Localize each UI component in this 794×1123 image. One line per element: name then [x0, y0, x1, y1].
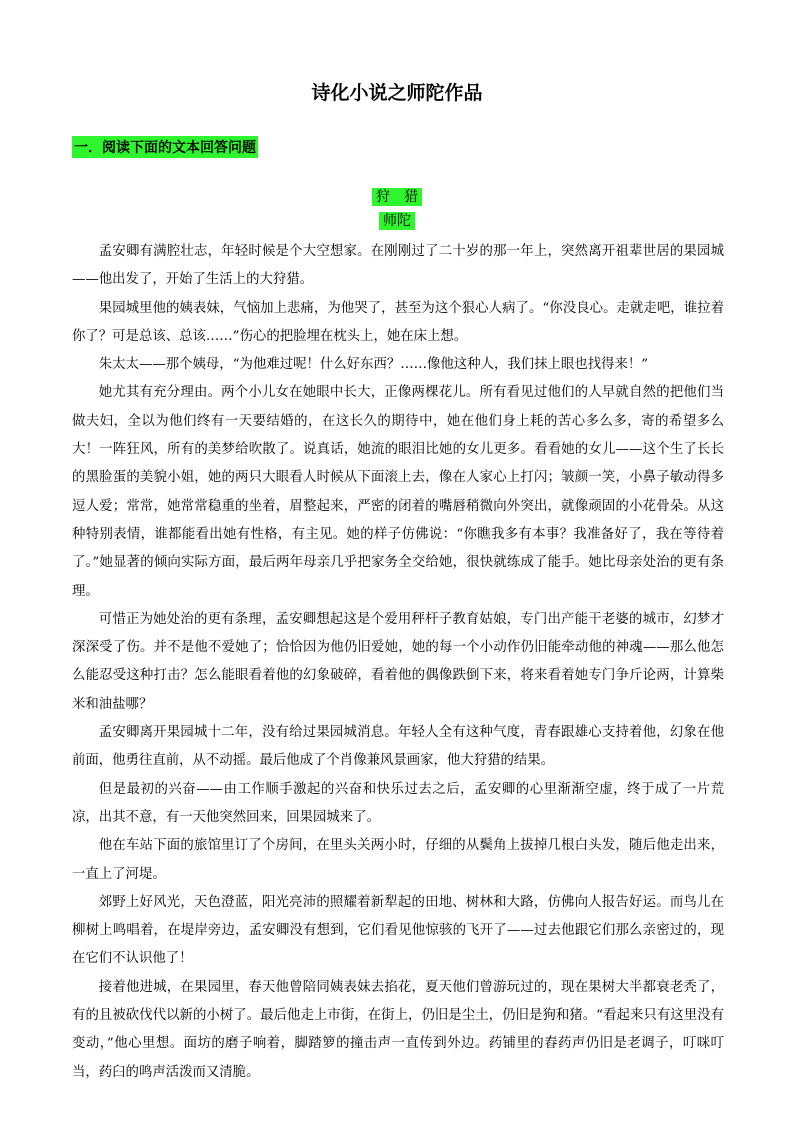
- paragraph-5: 可惜正为她处治的更有条理，孟安卿想起这是个爱用秤杆子教育姑娘，专门出产能干老婆的城市，幻梦才深深受了伤。并不是他不爱她了；恰恰因为他仍旧爱她，她的每一个小动作仍旧能牵动他的神魂——那么他怎么能忍受这种打击？怎么能眼看着他的幻象破碎，看着他的偶像跌倒下来，将来看着她专门争斤论两，计算柴米和油盐哪？: [72, 611, 724, 712]
- section-heading: 一．阅读下面的文本回答问题: [72, 136, 258, 158]
- page-title: 诗化小说之师陀作品: [311, 82, 483, 104]
- paragraph-4: 她尤其有充分理由。两个小儿女在她眼中长大，正像两棵花儿。所有看见过他们的人早就自然的把他们当做夫妇，全以为他们终有一天要结婚的，在这长久的期待中，她在他们身上耗的苦心多么多，寄的希望多么大！一阵狂风，所有的美梦给吹散了。说真话，她流的眼泪比她的女儿更多。看看她的女儿——这个生了长长的黑脸蛋的美貌小姐，她的两只大眼看人时候从下面滚上去，像在人家心上打闪；皱颜一笑，小鼻子敏动得多逗人爱；常常，她常常稳重的坐着，眉整起来，严密的闭着的嘴唇稍微向外突出，就像顽固的小花骨朵。从这种特别表情，谁都能看出她有性格，有主见。她的样子仿佛说：“你瞧我多有本事？我准备好了，我在等待着了。”她显著的倾向实际方面，最后两年母亲几乎把家务全交给她，很快就练成了能手。她比母亲处治的更有条理。: [72, 385, 724, 599]
- paragraph-7: 但是最初的兴奋——由工作顺手激起的兴奋和快乐过去之后，孟安卿的心里渐渐空虚，终于成了一片荒凉，出其不意，有一天他突然回来，回果园城来了。: [72, 781, 724, 825]
- paragraph-8: 他在车站下面的旅馆里订了个房间，在里头关两小时，仔细的从鬓角上拔掉几根白头发，随后他走出来，一直上了河堤。: [72, 838, 724, 882]
- paragraph-9: 郊野上好风光，天色澄蓝，阳光亮沛的照耀着新犁起的田地、树林和大路，仿佛向人报告好运。而鸟儿在柳树上鸣唱着，在堤岸旁边，孟安卿没有想到，它们看见他惊骇的飞开了——过去他跟它们那么亲密过的，现在它们不认识他了！: [72, 894, 724, 967]
- paragraph-1: 孟安卿有满腔壮志，年轻时候是个大空想家。在刚刚过了二十岁的那一年上，突然离开祖辈世居的果园城——他出发了，开始了生活上的大狩猎。: [72, 244, 724, 288]
- story-author-line: [0, 210, 794, 230]
- paragraph-2: 果园城里他的姨表妹，气恼加上悲痛，为他哭了，甚至为这个狠心人病了。“你没良心。走就走吧，谁拉着你了？可是总该、总该……”伤心的把脸埋在枕头上，她在床上想。: [72, 300, 724, 344]
- paragraph-3: 朱太太——那个姨母，“为他难过呢！什么好东西？……像他这种人，我们抹上眼也找得来！”: [98, 357, 649, 373]
- story-title-line: [0, 186, 794, 206]
- paragraph-10: 接着他进城，在果园里，春天他曾陪同姨表妹去掐花，夏天他们曾游玩过的，现在果树大半都衰老秃了，有的且被砍伐代以新的小树了。最后他走上市街，在街上，仍旧是尘土，仍旧是狗和猪。“看起来只有这里没有变动，”他心里想。面坊的磨子响着，脚踏箩的撞击声一直传到外边。药铺里的舂药声仍旧是老调子，叮咪叮当，药臼的鸣声活泼而又清脆。: [72, 979, 724, 1080]
- story-body: [72, 238, 724, 1087]
- story-author: 师陀: [379, 212, 415, 230]
- paragraph-6: 孟安卿离开果园城十二年，没有给过果园城消息。年轻人全有这种气度，青春跟雄心支持着他，幻象在他前面，他勇往直前，从不动摇。最后他成了个肖像兼风景画家，他大狩猎的结果。: [72, 725, 724, 769]
- story-title: 狩 猎: [372, 188, 422, 206]
